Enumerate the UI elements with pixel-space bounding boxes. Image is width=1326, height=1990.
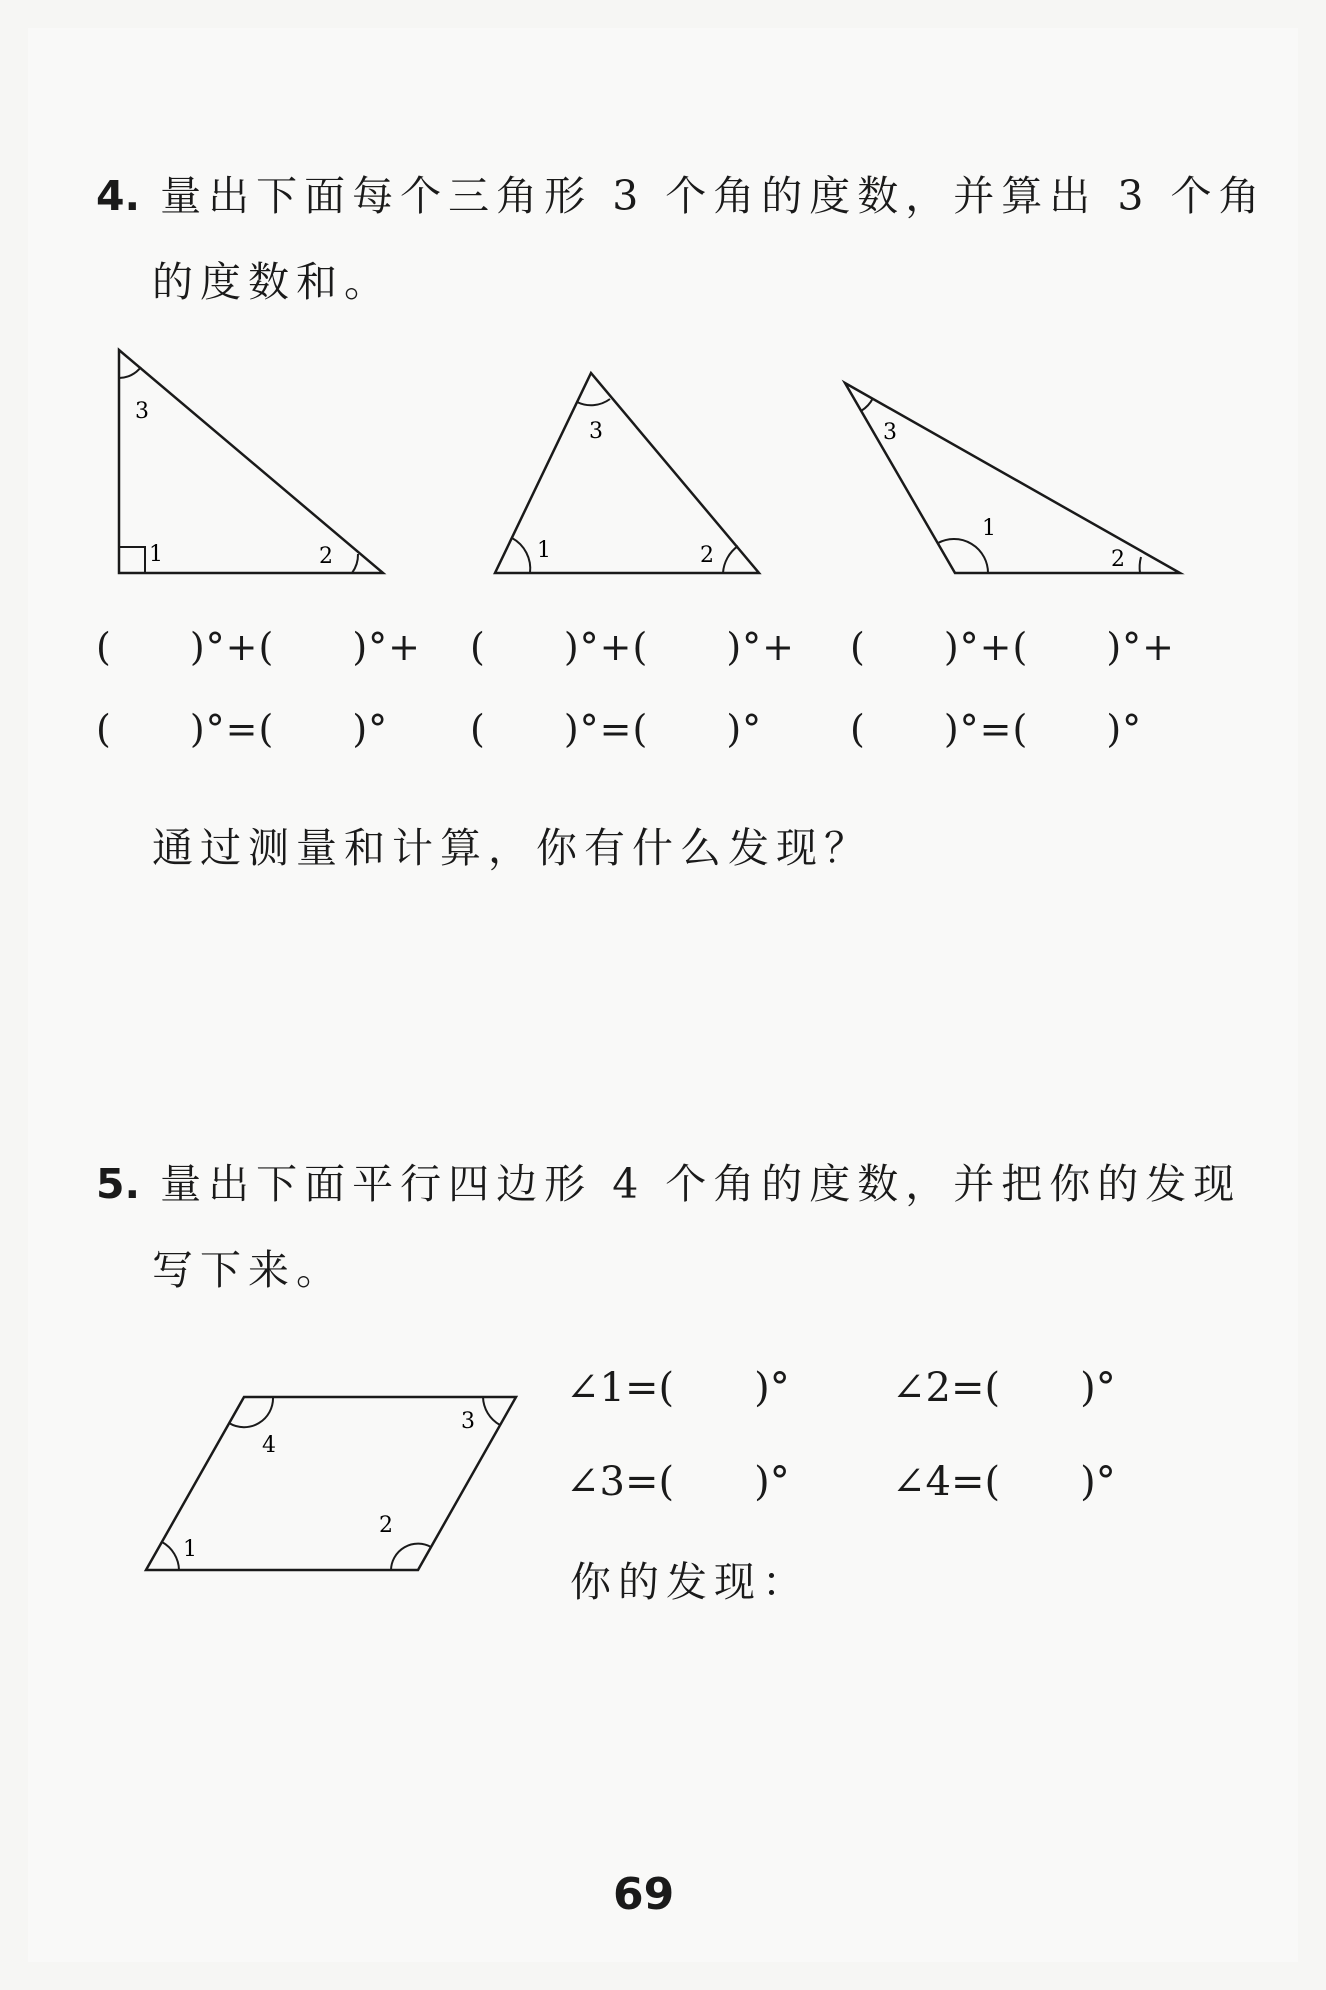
triangle-2-angle-2-label: 2 bbox=[700, 543, 714, 568]
triangle-2-angle-2-arc bbox=[723, 546, 738, 573]
question-4-discovery-prompt: 通过测量和计算，你有什么发现？ bbox=[152, 824, 872, 872]
right-angle-marker bbox=[119, 547, 145, 573]
angle-1-answer: ∠1=( )° bbox=[566, 1365, 790, 1411]
question-5-number: 5. bbox=[96, 1160, 141, 1208]
parallelogram-angle-3-arc bbox=[483, 1397, 500, 1425]
triangle-2-angle-3-label: 3 bbox=[589, 419, 603, 444]
parallelogram-angle-2-label: 2 bbox=[379, 1513, 393, 1538]
parallelogram-diagram bbox=[135, 1385, 530, 1580]
triangle-2-angle-1-label: 1 bbox=[537, 538, 551, 563]
angle-4-answer: ∠4=( )° bbox=[892, 1459, 1116, 1505]
question-5-line-1 bbox=[96, 1160, 1242, 1208]
question-4-number: 4. bbox=[96, 172, 141, 220]
triangle-3-angle-1-label: 1 bbox=[982, 516, 996, 541]
angle-2-answer: ∠2=( )° bbox=[892, 1365, 1116, 1411]
question-5-discovery-label: 你的发现： bbox=[570, 1558, 810, 1606]
triangle-3-formula-line-2: ( )°=( )° bbox=[850, 707, 1143, 751]
triangle-2-formula-line-1: ( )°+( )°+ bbox=[470, 625, 795, 669]
triangle-1-angle-2-label: 2 bbox=[319, 544, 333, 569]
question-4-line-2: 的度数和。 bbox=[152, 258, 392, 306]
triangle-3-shape bbox=[845, 383, 1180, 573]
triangle-1-angle-1-label: 1 bbox=[149, 542, 163, 567]
question-4-line-1 bbox=[96, 172, 1267, 220]
triangle-3-diagram bbox=[835, 370, 1190, 585]
triangle-3-angle-3-label: 3 bbox=[883, 420, 897, 445]
triangle-3-angle-2-arc bbox=[1140, 557, 1141, 573]
triangle-2-angle-3-arc bbox=[577, 399, 610, 405]
triangle-3-formula-line-1: ( )°+( )°+ bbox=[850, 625, 1175, 669]
triangle-1-angle-2-arc bbox=[352, 554, 358, 573]
question-5-text: 量出下面平行四边形 4 个角的度数，并把你的发现 bbox=[160, 1160, 1242, 1208]
triangle-2-diagram bbox=[480, 360, 770, 585]
triangle-2-shape bbox=[495, 373, 759, 573]
triangle-2-angle-1-arc bbox=[512, 538, 530, 573]
worksheet-sheet bbox=[28, 28, 1298, 1962]
parallelogram-angle-3-label: 3 bbox=[461, 1409, 475, 1434]
triangle-2-formula-line-2: ( )°=( )° bbox=[470, 707, 763, 751]
page-number: 69 bbox=[613, 1869, 675, 1920]
question-5-line-2: 写下来。 bbox=[152, 1246, 344, 1294]
triangle-1-angle-3-label: 3 bbox=[135, 399, 149, 424]
angle-3-answer: ∠3=( )° bbox=[566, 1459, 790, 1505]
parallelogram-angle-1-label: 1 bbox=[183, 1537, 197, 1562]
triangle-1-formula-line-1: ( )°+( )°+ bbox=[96, 625, 421, 669]
triangle-3-angle-2-label: 2 bbox=[1111, 547, 1125, 572]
triangle-1-shape bbox=[119, 350, 383, 573]
question-4-text: 量出下面每个三角形 3 个角的度数，并算出 3 个角 bbox=[160, 172, 1267, 220]
triangle-1-angle-3-arc bbox=[119, 367, 141, 378]
triangle-3-angle-3-arc bbox=[861, 398, 873, 411]
parallelogram-angle-4-label: 4 bbox=[262, 1433, 276, 1458]
triangle-1-diagram bbox=[100, 335, 400, 585]
triangle-1-formula-line-2: ( )°=( )° bbox=[96, 707, 389, 751]
parallelogram-angle-1-arc bbox=[162, 1542, 179, 1570]
